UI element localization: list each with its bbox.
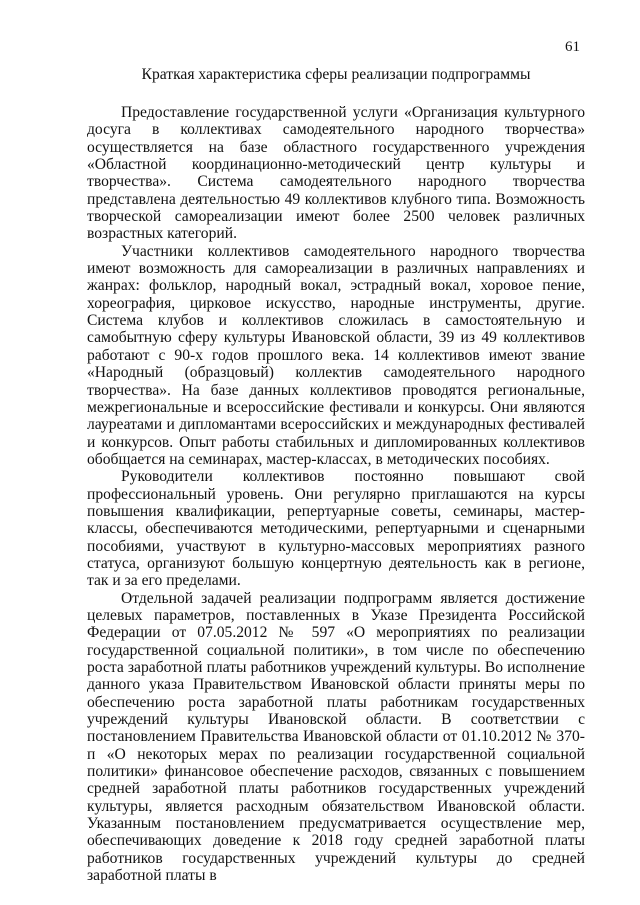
body-text (87, 104, 585, 884)
paragraph-3: Руководители коллективов постоянно повышают свой профессиональный уровень. Они регулярно приглашаются на курсы повышения квалификации, репертуарные советы, семинары, мастер-классы, обеспечиваются методическими, репертуарными и сценарными пособиями, участвуют в культурно-массовых мероприятиях разного статуса, организуют большую концертную деятельность как в регионе, так и за его пределами. (87, 468, 585, 590)
page-number: 61 (565, 39, 580, 55)
paragraph-1: Предоставление государственной услуги «Организация культурного досуга в коллективах самодеятельного народного творчества» осуществляется на базе областного государственного учреждения «Областной координационно-методический центр культуры и творчества». Система самодеятельного народного творчества представлена деятельностью 49 коллективов клубного типа. Возможность творческой самореализации имеют более 2500 человек различных возрастных категорий. (87, 104, 585, 243)
paragraph-2: Участники коллективов самодеятельного народного творчества имеют возможность для самореализации в различных направлениях и жанрах: фольклор, народный вокал, эстрадный вокал, хоровое пение, хореография, цирковое искусство, народные инструменты, другие. Система клубов и коллективов сложилась в самостоятельную и самобытную сферу культуры Ивановской области, 39 из 49 коллективов работают с 90-х годов прошлого века. 14 коллективов имеют звание «Народный (образцовый) коллектив самодеятельного народного творчества». На базе данных коллективов проводятся региональные, межрегиональные и всероссийские фестивали и конкурсы. Они являются лауреатами и дипломантами всероссийских и международных фестивалей и конкурсов. Опыт работы стабильных и дипломированных коллективов обобщается на семинарах, мастер-классах, в методических пособиях. (87, 242, 585, 468)
paragraph-4: Отдельной задачей реализации подпрограмм является достижение целевых параметров, поставленных в Указе Президента Российской Федерации от 07.05.2012 № 597 «О мероприятиях по реализации государственной социальной политики», в том числе по обеспечению роста заработной платы работников учреждений культуры. Во исполнение данного указа Правительством Ивановской области приняты меры по обеспечению роста заработной платы работникам государственных учреждений культуры Ивановской области. В соответствии с постановлением Правительства Ивановской области от 01.10.2012 № 370-п «О некоторых мерах по реализации государственной социальной политики» финансовое обеспечение расходов, связанных с повышением средней заработной платы работников государственных учреждений культуры, является расходным обязательством Ивановской области. Указанным постановлением предусматривается осуществление мер, обеспечивающих доведение к 2018 году средней заработной платы работников государственных учреждений культуры до средней заработной платы в (87, 589, 585, 885)
section-title: Краткая характеристика сферы реализации подпрограммы (141, 66, 531, 83)
